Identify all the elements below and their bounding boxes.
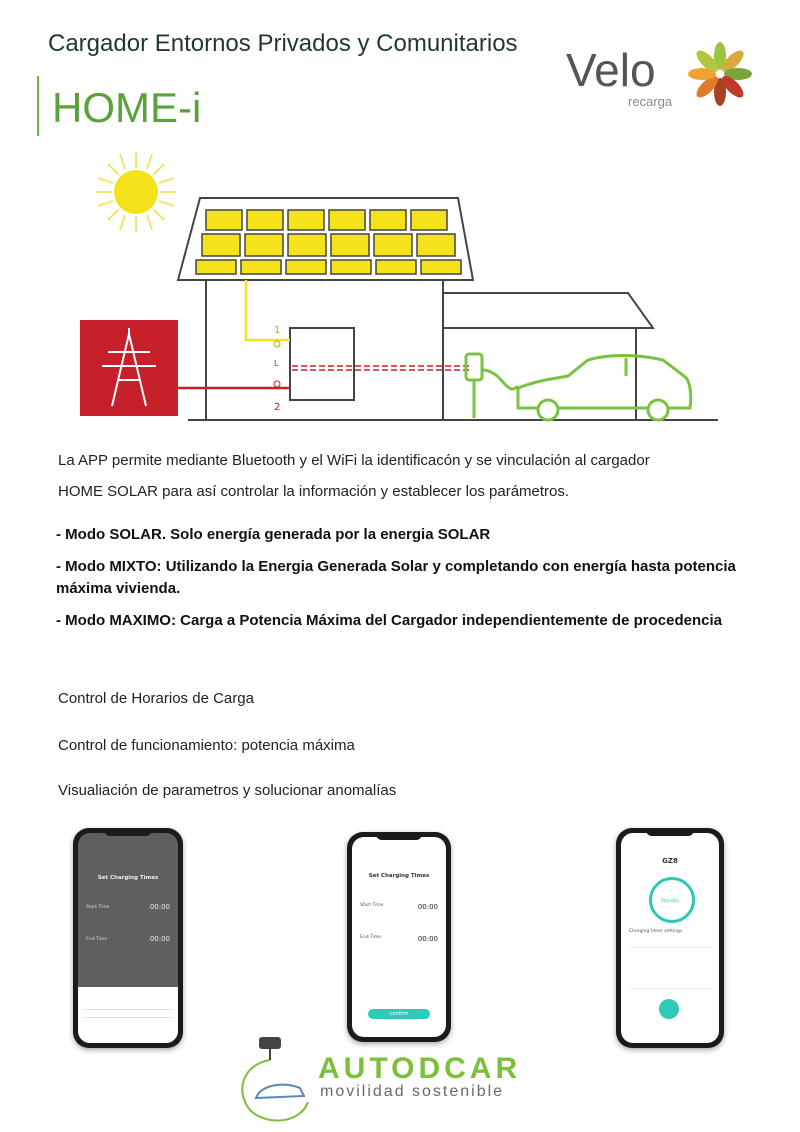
end-time-label: End Time <box>360 935 381 940</box>
mode-mixto: - Modo MIXTO: Utilizando la Energia Generada Solar y completando con energía hasta potencia máxima vivienda. <box>56 558 736 597</box>
electric-car-icon <box>518 356 691 421</box>
plug-car-icon <box>242 1038 308 1120</box>
page-title: HOME-i <box>52 84 202 131</box>
diagram-label-2: 2 <box>274 402 281 413</box>
solar-house-diagram <box>78 148 718 426</box>
solar-line <box>246 280 290 340</box>
phone-mockup-schedule-dark <box>73 828 183 1048</box>
mode-maximo: - Modo MAXIMO: Carga a Potencia Máxima del Cargador independientemente de procedencia <box>56 612 722 629</box>
phone-mockup-device-status <box>616 828 724 1048</box>
diagram-label-1: 1 <box>274 325 281 336</box>
power-grid-icon <box>80 320 178 416</box>
intro-line-1: La APP permite mediante Bluetooth y el WiFi la identificacón y se vinculación al cargador <box>58 452 650 469</box>
start-time-value: 00:00 <box>149 903 170 911</box>
start-charge-button[interactable] <box>659 999 679 1019</box>
charging-settings-row[interactable]: Charging timer settings <box>629 929 683 934</box>
phone-screen-title: Set Charging Times <box>368 873 430 879</box>
phone-screen-title: Set Charging Times <box>97 875 159 881</box>
device-name: GZ8 <box>662 857 678 865</box>
autodcar-name: AUTODCAR <box>318 1052 522 1085</box>
parameters-grid <box>629 947 711 989</box>
end-time-label: End Time <box>86 937 107 942</box>
intro-line-2: HOME SOLAR para así controlar la información y establecer los parámetros. <box>58 483 570 500</box>
mode-solar: - Modo SOLAR. Solo energía generada por la energia SOLAR <box>56 526 491 543</box>
page-subtitle: Cargador Entornos Privados y Comunitarios <box>48 30 518 57</box>
diagram-label-l: L <box>274 359 279 368</box>
confirm-button[interactable]: confirm <box>368 1009 430 1019</box>
start-time-label: Start Time <box>360 903 384 908</box>
start-time-label: Start Time <box>86 905 110 910</box>
solar-panels-roof <box>178 198 473 280</box>
standby-status: Standby <box>660 899 680 904</box>
end-time-value: 00:00 <box>417 935 438 943</box>
velo-logo <box>560 28 760 118</box>
inverter-box <box>290 328 354 400</box>
title-accent-bar <box>37 76 39 136</box>
velo-logo-sub: recarga <box>628 94 673 109</box>
feature-max-power: Control de funcionamiento: potencia máxima <box>58 737 355 754</box>
phone-mockup-schedule-light <box>347 832 451 1042</box>
autodcar-tagline: movilidad sostenible <box>320 1083 505 1100</box>
sun-icon <box>96 152 176 232</box>
velo-logo-name: Velo <box>566 44 656 96</box>
feature-parameters: Visualiación de parametros y solucionar anomalías <box>58 782 397 799</box>
wallbox-charger-icon <box>466 354 518 418</box>
feature-charging-schedule: Control de Horarios de Carga <box>58 690 254 707</box>
end-time-value: 00:00 <box>149 935 170 943</box>
time-picker-panel[interactable] <box>78 987 178 1043</box>
house-outline <box>206 280 653 420</box>
start-time-value: 00:00 <box>417 903 438 911</box>
leaf-flower-icon <box>688 42 752 106</box>
